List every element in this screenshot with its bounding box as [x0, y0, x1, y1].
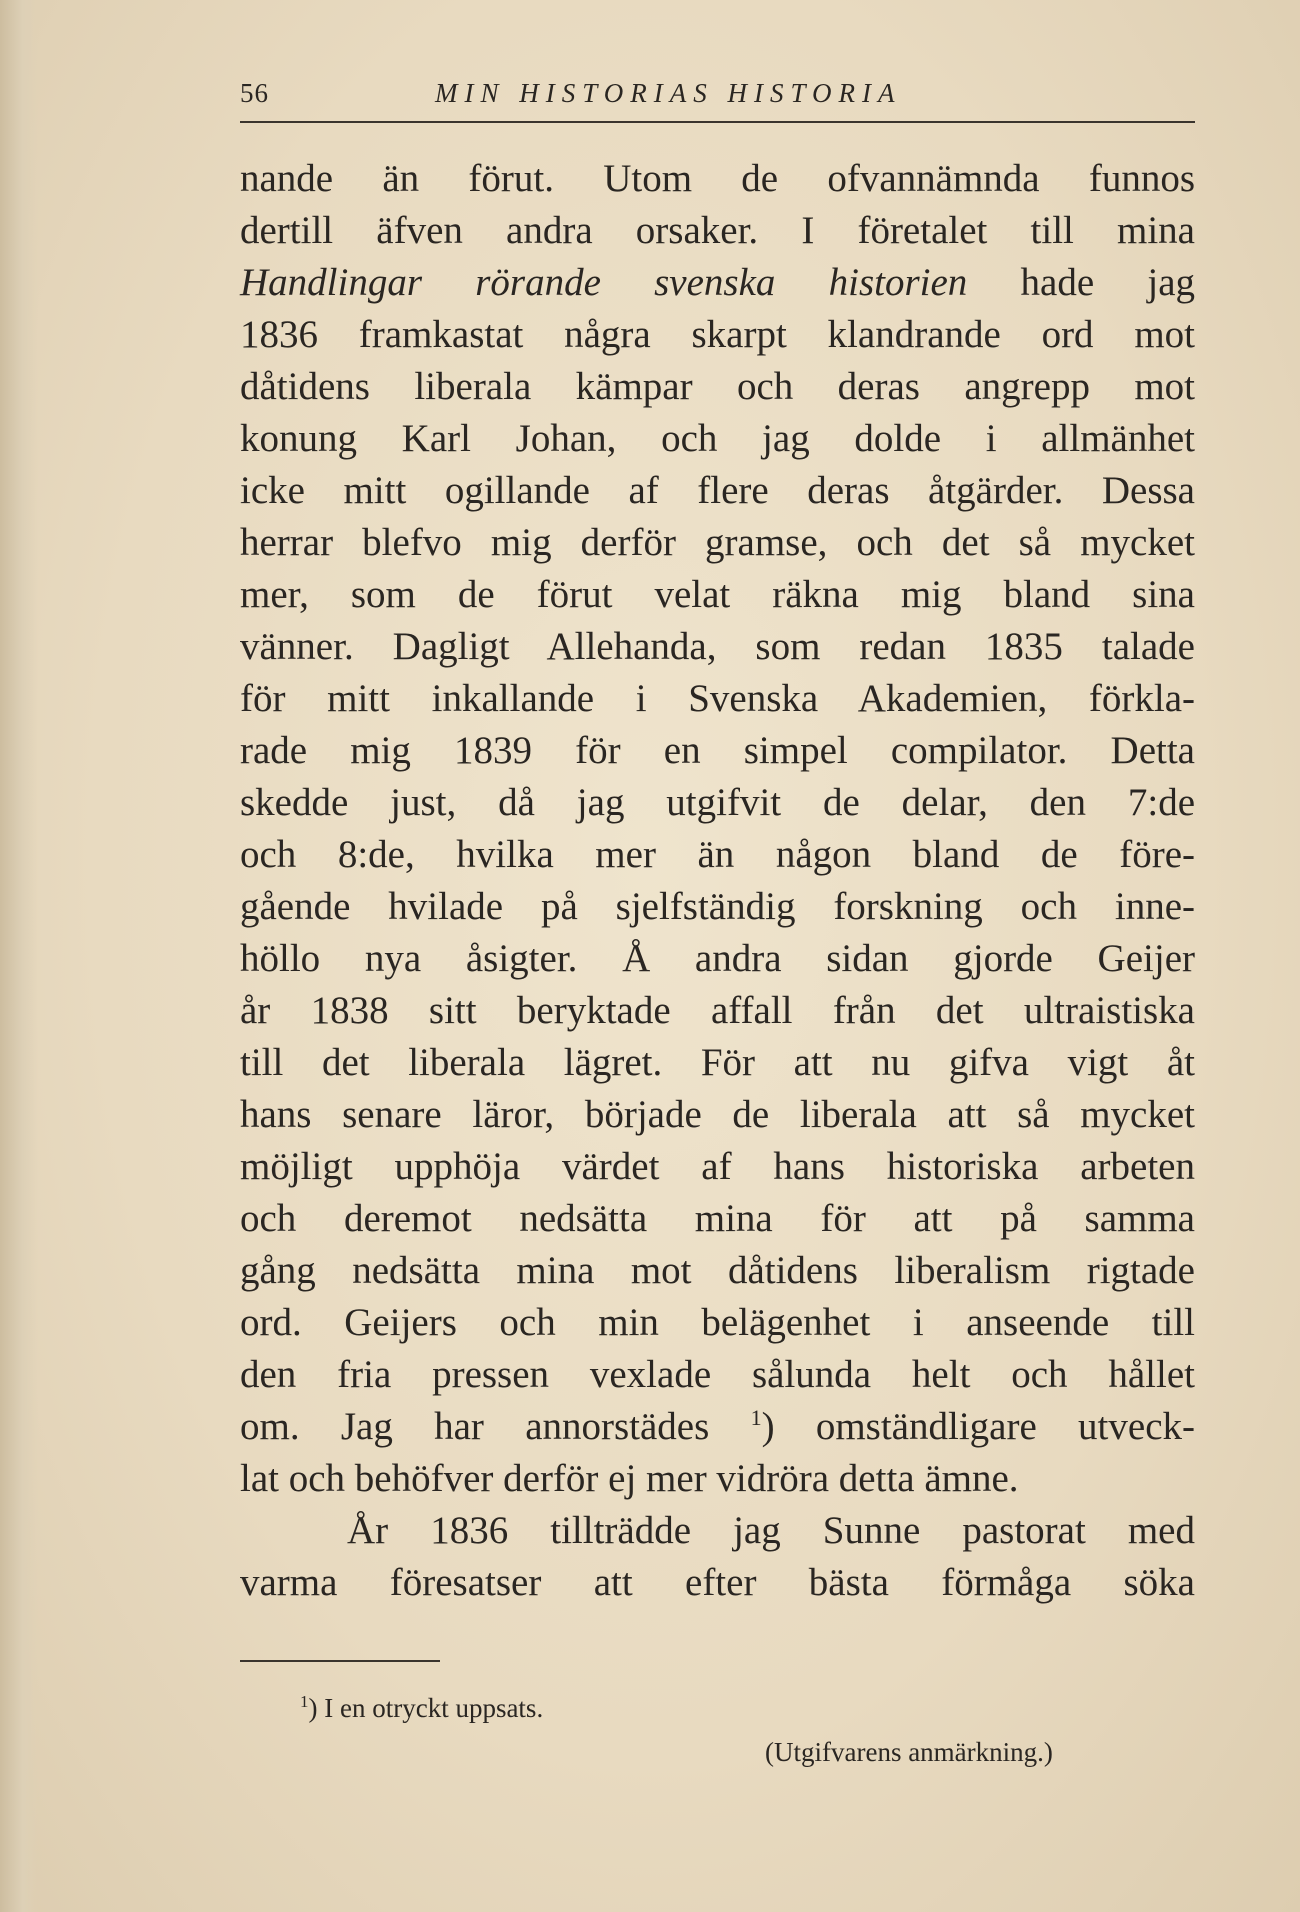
- text-line: år 1838 sitt beryktade affall från det ultraistiska: [240, 989, 1195, 1032]
- page-gutter-shadow: [0, 0, 38, 1912]
- text-line: och 8:de, hvilka mer än någon bland de före-: [240, 833, 1195, 876]
- text-line: icke mitt ogillande af flere deras åtgärder. Dessa: [240, 469, 1195, 512]
- page-number: 56: [240, 78, 269, 108]
- text-line: varma föresatser att efter bästa förmåga söka: [240, 1561, 1195, 1604]
- text-line: dåtidens liberala kämpar och deras angrepp mot: [240, 365, 1195, 408]
- text-line: för mitt inkallande i Svenska Akademien, förkla-: [240, 677, 1195, 720]
- footnote-text: ) I en otryckt uppsats.: [308, 1693, 544, 1723]
- body-text: [240, 153, 1195, 1609]
- text-line: konung Karl Johan, och jag dolde i allmänhet: [240, 417, 1195, 460]
- text-line: skedde just, då jag utgifvit de delar, den 7:de: [240, 781, 1195, 824]
- text-fragment: ) omständligare utveck-: [761, 1405, 1195, 1448]
- footnote: [300, 1693, 543, 1724]
- text-fragment: hade jag: [967, 261, 1195, 304]
- text-line: möjligt upphöja värdet af hans historiska arbeten: [240, 1145, 1195, 1188]
- text-line: nande än förut. Utom de ofvannämnda funnos: [240, 157, 1195, 200]
- text-line: gående hvilade på sjelfständig forskning och inne-: [240, 885, 1195, 928]
- text-line: och deremot nedsätta mina för att på samma: [240, 1197, 1195, 1240]
- text-line: gång nedsätta mina mot dåtidens liberalism rigtade: [240, 1249, 1195, 1292]
- text-line: 1836 framkastat några skarpt klandrande ord mot: [240, 313, 1195, 356]
- text-line: [240, 257, 1195, 309]
- text-line: lat och behöfver derför ej mer vidröra detta ämne.: [240, 1457, 1019, 1500]
- footnote-reference: 1: [750, 1405, 762, 1430]
- text-line: den fria pressen vexlade sålunda helt och hållet: [240, 1353, 1195, 1396]
- text-line: herrar blefvo mig derför gramse, och det så mycket: [240, 521, 1195, 564]
- text-line: dertill äfven andra orsaker. I företalet till mina: [240, 209, 1195, 252]
- text-fragment: om. Jag har annorstädes: [240, 1405, 751, 1448]
- text-line: vänner. Dagligt Allehanda, som redan 1835 talade: [240, 625, 1195, 668]
- header-rule: [240, 121, 1195, 123]
- text-line: ord. Geijers och min belägenhet i anseende till: [240, 1301, 1195, 1344]
- paragraph-start-line: År 1836 tillträdde jag Sunne pastorat med: [347, 1509, 1195, 1552]
- footnote-mark: 1: [300, 1692, 309, 1711]
- footnote-rule: [240, 1660, 440, 1662]
- text-line: [240, 1401, 1195, 1453]
- page-header: [240, 78, 1195, 122]
- running-title: MIN HISTORIAS HISTORIA: [435, 78, 902, 108]
- text-line: till det liberala lägret. För att nu gifva vigt åt: [240, 1041, 1195, 1084]
- text-line: rade mig 1839 för en simpel compilator. Detta: [240, 729, 1195, 772]
- text-line: hans senare läror, började de liberala att så mycket: [240, 1093, 1195, 1136]
- footnote-attribution: (Utgifvarens anmärkning.): [765, 1737, 1053, 1767]
- text-line: mer, som de förut velat räkna mig bland sina: [240, 573, 1195, 616]
- book-title: Handlingar rörande svenska historien: [240, 261, 968, 304]
- text-line: höllo nya åsigter. Å andra sidan gjorde Geijer: [240, 937, 1195, 980]
